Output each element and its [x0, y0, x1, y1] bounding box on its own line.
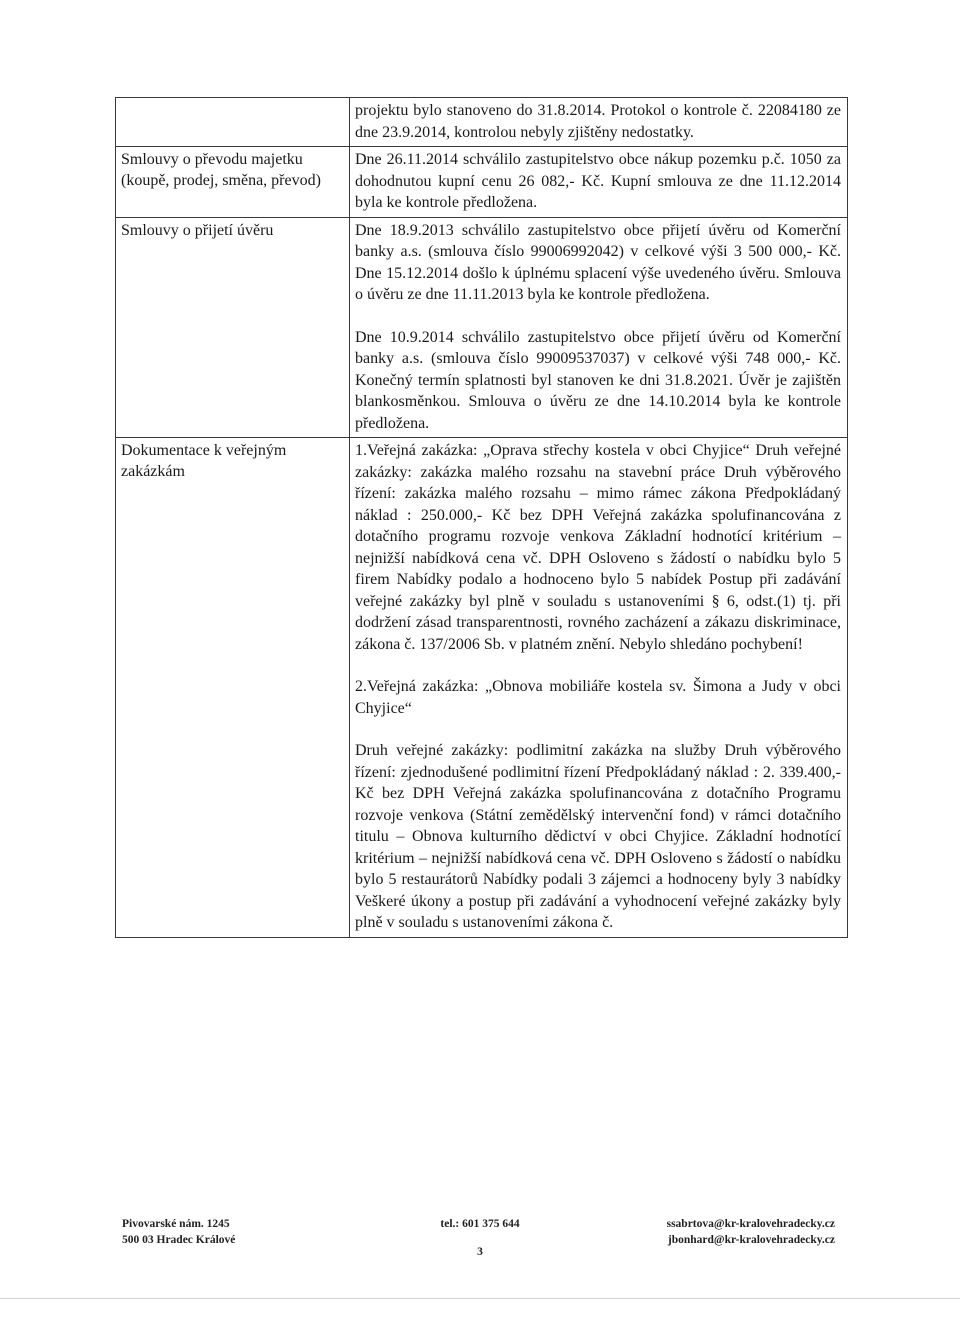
paragraph: 1.Veřejná zakázka: „Oprava střechy kostela v obci Chyjice“ Druh veřejné zakázky: zakázka malého rozsahu na stavební práce Druh výběrového řízení: zakázka malého rozsahu – mimo rámec zákona Předpokládaný náklad : 250.000,- Kč bez DPH Veřejná zakázka spolufinancována z dotačního programu rozvoje venkova Základní hodnotící kritérium – nejnižší nabídková cena vč. DPH Osloveno s žádostí o nabídku bylo 5 firem Nabídky podalo a hodnoceno bylo 5 nabídek Postup při zadávání veřejné zakázky byl plně v souladu s ustanoveními § 6, odst.(1) tj. při dodržení zásad transparentnosti, rovného zacházení a zákazu diskriminace, zákona č. 137/2006 Sb. v platném znění. Nebylo shledáno pochybení! — [355, 442, 841, 653]
table-row — [116, 217, 848, 438]
paragraph: Dne 26.11.2014 schválilo zastupitelstvo obce nákup pozemku p.č. 1050 za dohodnutou kupní cenu 26 082,- Kč. Kupní smlouva ze dne 11.12.2014 byla ke kontrole předložena. — [355, 151, 841, 211]
footer-phone-block — [400, 1216, 560, 1260]
row-label-cell — [116, 98, 350, 147]
row-content-cell — [350, 217, 848, 438]
address-line: Pivovarské nám. 1245 — [122, 1218, 230, 1230]
paragraph: 2.Veřejná zakázka: „Obnova mobiliáře kostela sv. Šimona a Judy v obci Chyjice“ — [355, 678, 841, 717]
table-row — [116, 438, 848, 938]
row-label: Smlouvy o převodu majetku (koupě, prodej, směna, převod) — [121, 151, 321, 189]
row-label-cell — [116, 217, 350, 438]
table-row — [116, 98, 848, 147]
row-content-cell — [350, 438, 848, 938]
row-label-cell — [116, 438, 350, 938]
footer-address — [122, 1216, 235, 1248]
table-row — [116, 147, 848, 218]
footer-emails — [600, 1216, 835, 1248]
page-number: 3 — [477, 1246, 483, 1258]
footer-email: ssabrtova@kr-kralovehradecky.cz — [666, 1218, 835, 1230]
paragraph: projektu bylo stanoveno do 31.8.2014. Protokol o kontrole č. 22084180 ze dne 23.9.2014, kontrolou nebyly zjištěny nedostatky. — [355, 102, 841, 141]
row-label-cell — [116, 147, 350, 218]
row-content-cell — [350, 98, 848, 147]
address-line: 500 03 Hradec Králové — [122, 1234, 236, 1246]
paragraph: Druh veřejné zakázky: podlimitní zakázka na služby Druh výběrového řízení: zjednodušené podlimitní řízení Předpokládaný náklad : 2. 339.400,- Kč bez DPH Veřejná zakázka spolufinancována z dotačního Programu rozvoje venkova (Státní zemědělský intervenční fond) v rámci dotačního titulu – Obnova kulturního dědictví v obci Chyjice. Základní hodnotící kritérium – nejnižší nabídková cena vč. DPH Osloveno s žádostí o nabídku bylo 5 restaurátorů Nabídky podali 3 zájemci a hodnoceny byly 3 nabídky Veškeré úkony a postup při zadávání a vyhodnocení veřejné zakázky byly plně v souladu s ustanoveními zákona č. — [355, 742, 841, 931]
footer-phone: tel.: 601 375 644 — [440, 1218, 520, 1230]
row-label: Smlouvy o přijetí úvěru — [121, 221, 274, 239]
scan-edge-divider — [0, 1298, 960, 1299]
row-content-cell — [350, 147, 848, 218]
paragraph: Dne 10.9.2014 schválilo zastupitelstvo obce přijetí úvěru od Komerční banky a.s. (smlouva číslo 99009537037) v celkové výši 748 000,- Kč. Konečný termín splatnosti byl stanoven ke dni 31.8.2021. Úvěr je zajištěn blankosměnkou. Smlouva o úvěru ze dne 14.10.2014 byla ke kontrole předložena. — [355, 328, 841, 432]
footer-email: jbonhard@kr-kralovehradecky.cz — [667, 1234, 835, 1246]
paragraph: Dne 18.9.2013 schválilo zastupitelstvo obce přijetí úvěru od Komerční banky a.s. (smlouva číslo 99006992042) v celkové výši 3 500 000,- Kč. Dne 15.12.2014 došlo k úplnému splacení výše uvedeného úvěru. Smlouva o úvěru ze dne 11.11.2013 byla ke kontrole předložena. — [355, 221, 841, 303]
row-label: Dokumentace k veřejným zakázkám — [121, 442, 287, 480]
inspection-table — [115, 97, 848, 938]
